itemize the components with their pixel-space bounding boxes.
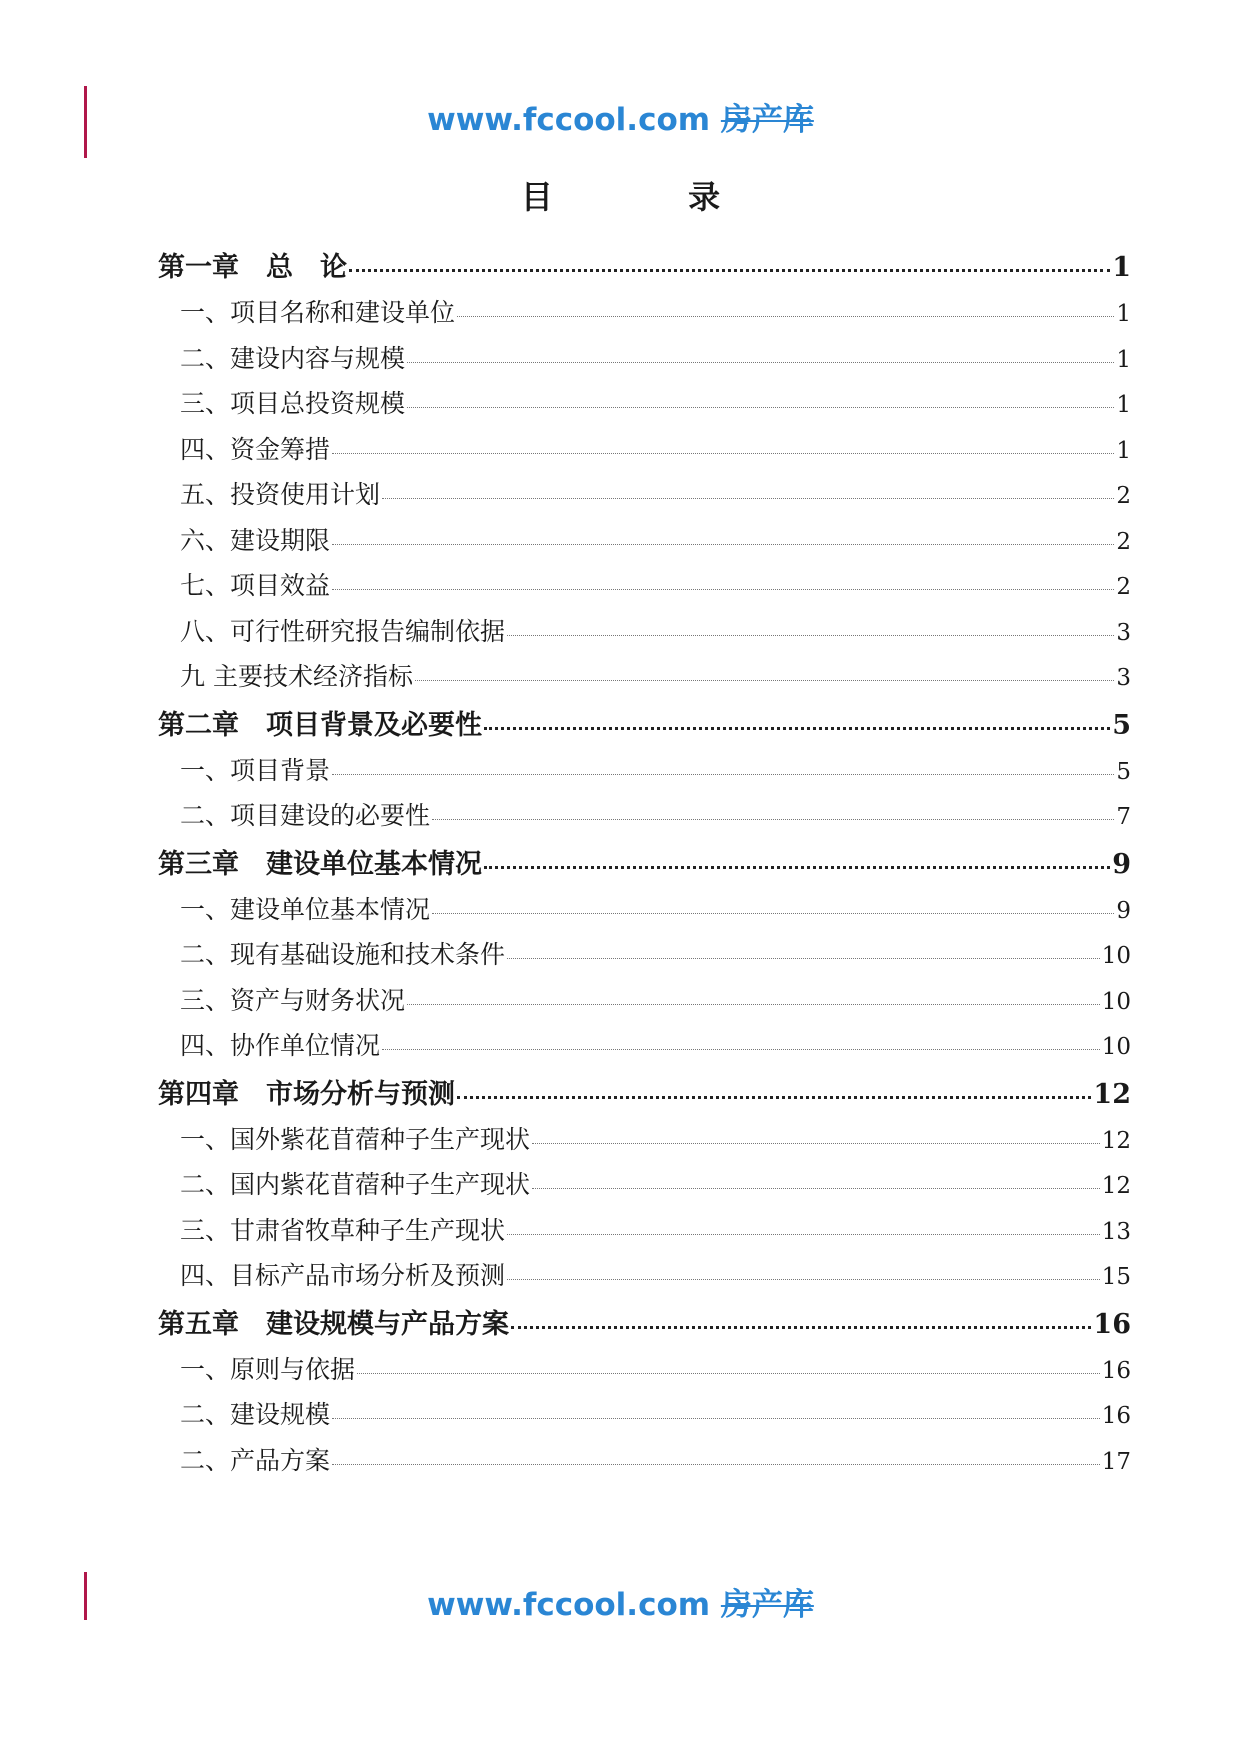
- toc-page-number: 1: [1116, 392, 1131, 418]
- toc-dot-leader: [457, 316, 1114, 317]
- toc-entry-label: 二、建设内容与规模: [180, 343, 406, 373]
- toc-page-number: 16: [1101, 1403, 1131, 1429]
- watermark-url: www.fccool.com: [427, 102, 711, 138]
- toc-section-entry[interactable]: [158, 475, 1131, 521]
- toc-dot-leader: [332, 1464, 1100, 1465]
- toc-dot-leader: [507, 958, 1100, 959]
- toc-section-entry[interactable]: [158, 1350, 1131, 1396]
- watermark-site: 房产库: [720, 1587, 814, 1623]
- toc-title: 目 录: [520, 178, 783, 216]
- toc-dot-leader: [332, 453, 1114, 454]
- toc-dot-leader: [484, 727, 1110, 730]
- toc-entry-label: 一、原则与依据: [180, 1354, 356, 1384]
- toc-page-number: 10: [1101, 988, 1131, 1015]
- toc-dot-leader: [532, 1188, 1100, 1189]
- toc-section-entry[interactable]: [158, 657, 1131, 703]
- toc-entry-label: 七、项目效益: [180, 571, 331, 600]
- toc-page-number: 17: [1101, 1448, 1131, 1475]
- toc-page-number: 13: [1101, 1218, 1131, 1245]
- toc-chapter-entry[interactable]: [158, 842, 1131, 890]
- toc-entry-label: 六、建设期限: [180, 525, 331, 555]
- toc-page-number: 3: [1116, 665, 1131, 691]
- toc-section-entry[interactable]: [158, 1256, 1131, 1302]
- table-of-contents: [158, 245, 1131, 1486]
- toc-dot-leader: [532, 1143, 1100, 1144]
- toc-entry-label: 三、甘肃省牧草种子生产现状: [180, 1215, 506, 1245]
- toc-page-number: 12: [1101, 1173, 1131, 1199]
- toc-entry-label: 九 主要技术经济指标: [180, 662, 413, 691]
- toc-page-number: 9: [1116, 897, 1131, 924]
- toc-dot-leader: [332, 774, 1114, 775]
- toc-entry-label: 三、资产与财务状况: [180, 985, 406, 1015]
- toc-page-number: 2: [1116, 528, 1131, 555]
- toc-section-entry[interactable]: [158, 1026, 1131, 1072]
- toc-dot-leader: [407, 362, 1114, 363]
- toc-dot-leader: [332, 544, 1114, 545]
- toc-dot-leader: [511, 1326, 1091, 1329]
- toc-page-number: 1: [1116, 437, 1131, 464]
- toc-section-entry[interactable]: [158, 339, 1131, 385]
- toc-dot-leader: [332, 589, 1114, 590]
- toc-section-entry[interactable]: [158, 1120, 1131, 1166]
- toc-entry-label: 第四章 市场分析与预测: [158, 1078, 455, 1110]
- toc-page-number: 16: [1093, 1308, 1131, 1340]
- header-watermark: [0, 94, 1241, 139]
- footer-watermark: [0, 1579, 1241, 1624]
- toc-entry-label: 四、目标产品市场分析及预测: [180, 1261, 506, 1290]
- toc-page-number: 16: [1101, 1357, 1131, 1384]
- toc-page-number: 1: [1116, 346, 1131, 373]
- toc-section-entry[interactable]: [158, 612, 1131, 658]
- toc-page-number: 1: [1116, 301, 1131, 327]
- toc-page-number: 1: [1112, 252, 1131, 283]
- toc-entry-label: 第三章 建设单位基本情况: [158, 848, 482, 880]
- toc-page-number: 10: [1101, 943, 1131, 969]
- toc-entry-label: 二、项目建设的必要性: [180, 801, 431, 830]
- toc-entry-label: 第二章 项目背景及必要性: [158, 709, 482, 741]
- toc-entry-label: 二、建设规模: [180, 1400, 331, 1429]
- toc-dot-leader: [507, 1234, 1100, 1235]
- toc-dot-leader: [484, 866, 1110, 869]
- toc-chapter-entry[interactable]: [158, 1072, 1131, 1120]
- toc-dot-leader: [407, 1004, 1100, 1005]
- toc-section-entry[interactable]: [158, 566, 1131, 612]
- toc-chapter-entry[interactable]: [158, 703, 1131, 751]
- toc-dot-leader: [457, 1096, 1091, 1099]
- toc-dot-leader: [415, 680, 1114, 681]
- toc-section-entry[interactable]: [158, 1165, 1131, 1211]
- toc-section-entry[interactable]: [158, 796, 1131, 842]
- watermark-url: www.fccool.com: [427, 1587, 711, 1623]
- toc-section-entry[interactable]: [158, 890, 1131, 936]
- toc-entry-label: 第五章 建设规模与产品方案: [158, 1308, 509, 1340]
- watermark-site: 房产库: [720, 102, 814, 138]
- toc-dot-leader: [432, 819, 1114, 820]
- toc-section-entry[interactable]: [158, 384, 1131, 430]
- toc-entry-label: 一、建设单位基本情况: [180, 894, 431, 924]
- toc-page-number: 5: [1112, 709, 1131, 741]
- toc-section-entry[interactable]: [158, 521, 1131, 567]
- toc-dot-leader: [432, 913, 1114, 914]
- toc-page-number: 5: [1116, 758, 1131, 785]
- toc-page-number: 15: [1101, 1264, 1131, 1290]
- toc-section-entry[interactable]: [158, 1395, 1131, 1441]
- toc-page-number: 9: [1112, 848, 1131, 880]
- toc-entry-label: 一、项目背景: [180, 755, 331, 785]
- toc-entry-label: 三、项目总投资规模: [180, 389, 406, 418]
- toc-entry-label: 一、项目名称和建设单位: [180, 298, 456, 327]
- toc-section-entry[interactable]: [158, 981, 1131, 1027]
- toc-page-number: 10: [1101, 1034, 1131, 1060]
- toc-entry-label: 八、可行性研究报告编制依据: [180, 616, 506, 646]
- toc-section-entry[interactable]: [158, 935, 1131, 981]
- toc-page-number: 7: [1116, 804, 1131, 830]
- toc-page-number: 2: [1116, 483, 1131, 509]
- toc-page-number: 2: [1116, 574, 1131, 600]
- toc-entry-label: 二、现有基础设施和技术条件: [180, 940, 506, 969]
- toc-dot-leader: [507, 1279, 1100, 1280]
- toc-section-entry[interactable]: [158, 293, 1131, 339]
- toc-entry-label: 一、国外紫花苜蓿种子生产现状: [180, 1124, 531, 1154]
- toc-page-number: 12: [1101, 1127, 1131, 1154]
- toc-dot-leader: [407, 407, 1114, 408]
- toc-page-number: 12: [1093, 1078, 1131, 1110]
- toc-entry-label: 四、资金筹措: [180, 434, 331, 464]
- toc-page-number: 3: [1116, 619, 1131, 646]
- toc-dot-leader: [382, 1049, 1100, 1050]
- toc-dot-leader: [349, 269, 1110, 272]
- toc-entry-label: 第一章 总 论: [158, 252, 347, 283]
- toc-dot-leader: [357, 1373, 1100, 1374]
- toc-dot-leader: [507, 635, 1114, 636]
- toc-entry-label: 二、产品方案: [180, 1445, 331, 1475]
- toc-section-entry[interactable]: [158, 751, 1131, 797]
- toc-chapter-entry[interactable]: [158, 1302, 1131, 1350]
- toc-section-entry[interactable]: [158, 1441, 1131, 1487]
- toc-entry-label: 二、国内紫花苜蓿种子生产现状: [180, 1170, 531, 1199]
- toc-chapter-entry[interactable]: [158, 245, 1131, 293]
- toc-entry-label: 四、协作单位情况: [180, 1031, 381, 1060]
- toc-dot-leader: [332, 1418, 1100, 1419]
- toc-dot-leader: [382, 498, 1114, 499]
- toc-section-entry[interactable]: [158, 430, 1131, 476]
- toc-entry-label: 五、投资使用计划: [180, 480, 381, 509]
- toc-section-entry[interactable]: [158, 1211, 1131, 1257]
